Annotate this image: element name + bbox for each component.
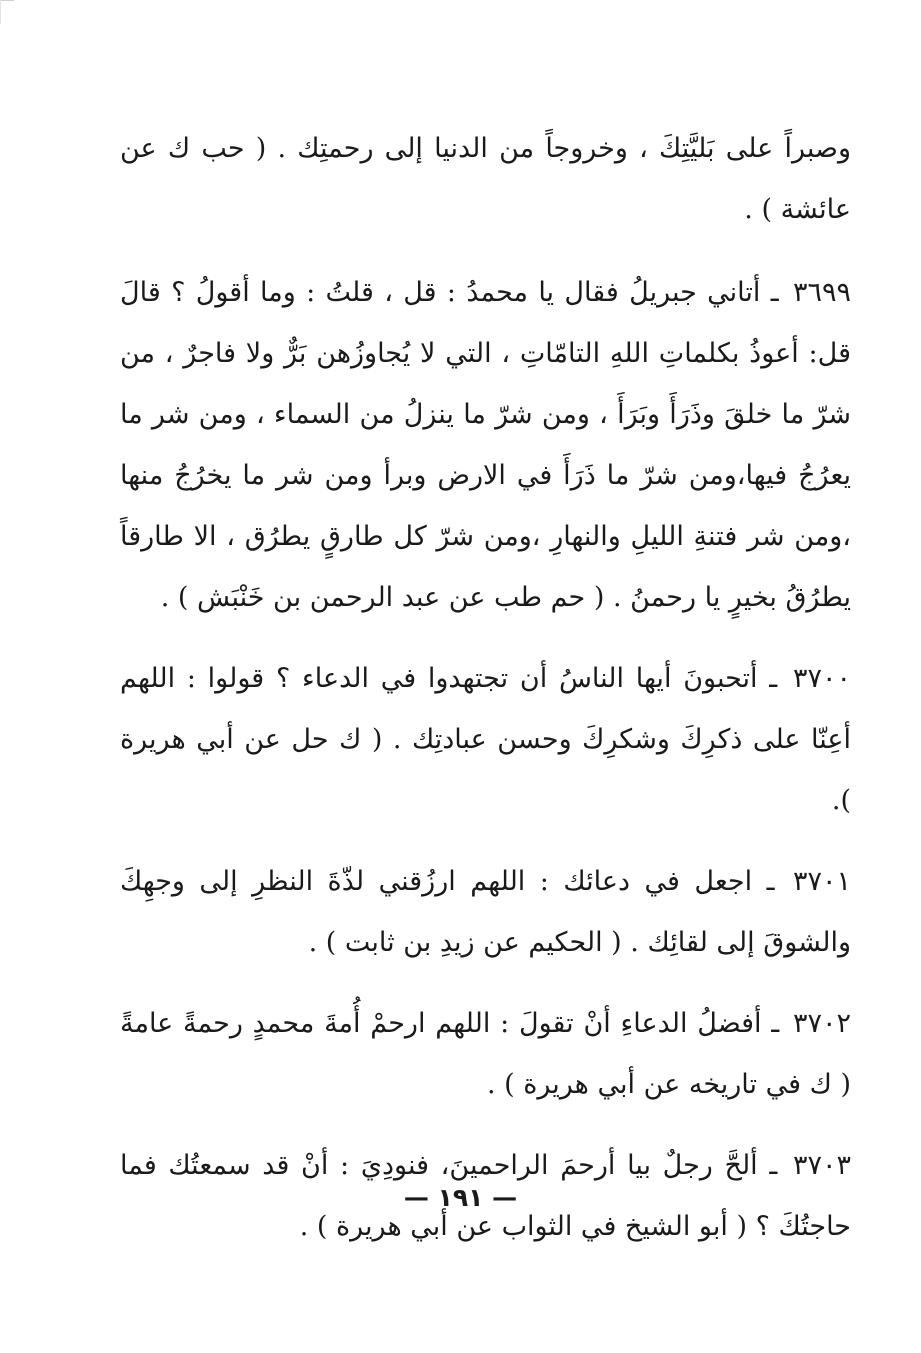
hadith-text: ـ ألحَّ رجلٌ بيا أرحمَ الراحمينَ، فنودِيَ : أنْ قد سمعتُك فما حاجتُكَ ؟ ( أبو الشيخ في الثواب عن أبي هريرة ) . xyxy=(120,1150,851,1242)
page-number: — ١٩١ — xyxy=(403,1183,518,1212)
hadith-text: ـ أتاني جبريلُ فقال يا محمدُ : قل ، قلتُ : وما أقولُ ؟ قالَ قل: أعوذُ بكلماتِ اللهِ التامّاتِ ، التي لا يُجاوزُهن بَرٌّ ولا فاجرٌ ، من شرّ ما خلقَ وذَرَأَ وبَرَأَ ، ومن شرّ ما ينزلُ من السماء ، ومن شر ما يعرُجُ فيها،ومن شرّ ما ذَرَأَ في الارض وبرأ ومن شر ما يخرُجُ منها ،ومن شر فتنةِ الليلِ والنهارِ ،ومن شرّ كل طارقٍ يطرُق ، الا طارقاً يطرُقُ بخيرٍ يا رحمنُ . ( حم طب عن عبد الرحمن بن خَنْبَش ) . xyxy=(120,277,851,613)
hadith-number: ٣٧٠٠ xyxy=(792,663,851,694)
hadith-text: ـ أفضلُ الدعاءِ أنْ تقولَ : اللهم ارحمْ أُمةَ محمدٍ رحمةً عامةً ( ك في تاريخه عن أبي هريرة ) . xyxy=(120,1008,851,1100)
hadith-3699 xyxy=(120,262,851,628)
scan-edge-mark-side xyxy=(0,0,1,24)
hadith-text: ـ اجعل في دعائك : اللهم ارزُقني لذّةَ النظرِ إلى وجهِكَ والشوقَ إلى لقائِك . ( الحكيم عن زيدِ بن ثابت ) . xyxy=(120,866,851,958)
paragraph-text: وصبراً على بَليَّتِكَ ، وخروجاً من الدنيا إلى رحمتِك . ( حب ك عن عائشة ) . xyxy=(120,133,851,225)
paragraph-continuation xyxy=(120,118,851,240)
hadith-3700 xyxy=(120,648,851,831)
hadith-number: ٣٧٠٢ xyxy=(792,1008,851,1039)
hadith-number: ٣٦٩٩ xyxy=(792,277,851,308)
scan-edge-mark xyxy=(0,0,14,1)
hadith-3702 xyxy=(120,993,851,1115)
hadith-number: ٣٧٠٣ xyxy=(792,1150,851,1181)
hadith-3701 xyxy=(120,851,851,973)
page-body xyxy=(120,118,851,1277)
hadith-number: ٣٧٠١ xyxy=(792,866,851,897)
hadith-text: ـ أتحبونَ أيها الناسُ أن تجتهدوا في الدعاء ؟ قولوا : اللهم أعِنّا على ذكرِكَ وشكرِكَ وحسن عبادتِك . ( ك حل عن أبي هريرة ). xyxy=(120,663,851,816)
